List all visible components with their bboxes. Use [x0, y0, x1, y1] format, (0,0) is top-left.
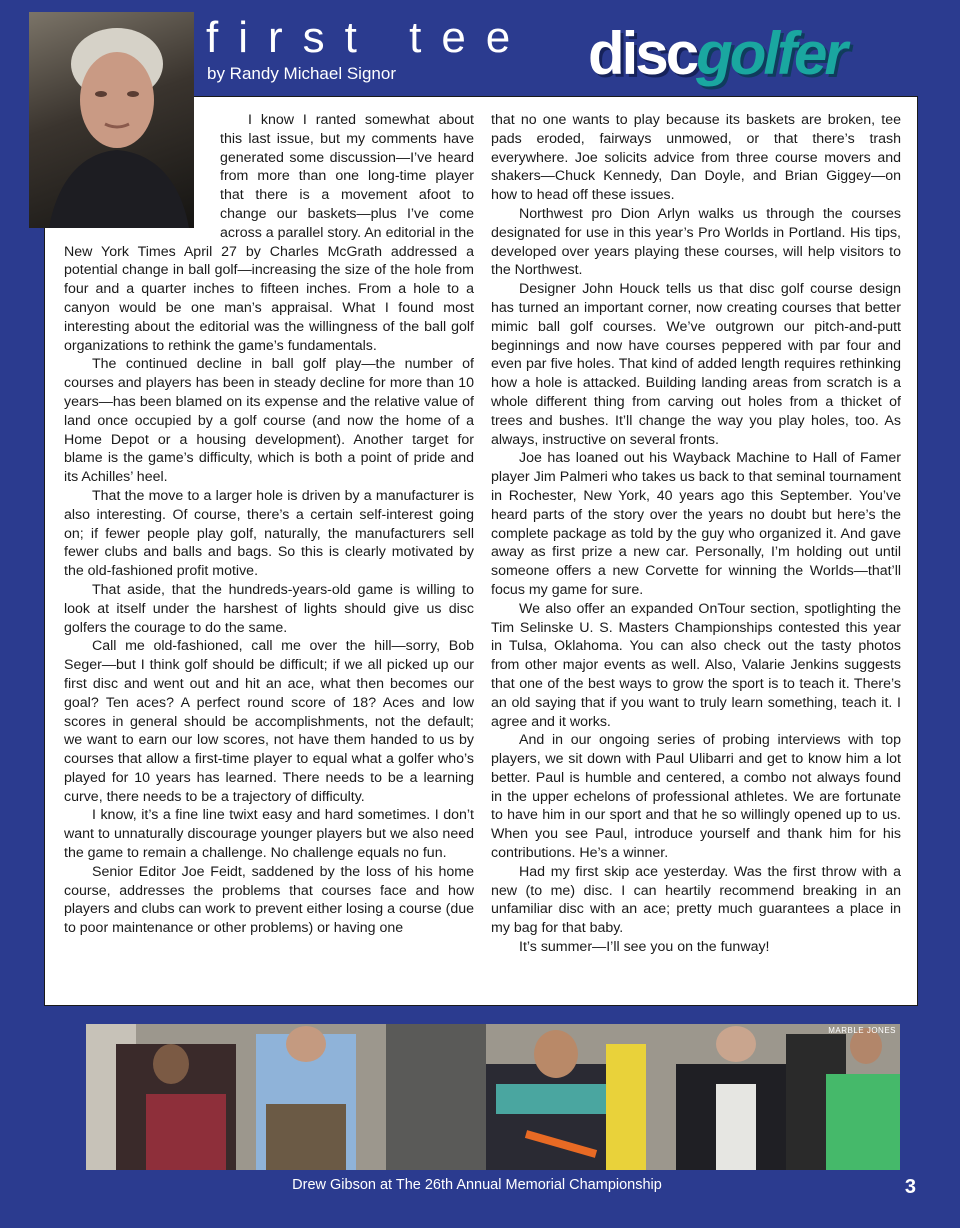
column-title: first tee: [206, 13, 531, 62]
logo-golfer-text: golfer: [696, 20, 845, 87]
article-paragraph: Senior Editor Joe Feidt, saddened by the loss of his home course, addresses the problems that courses face and how players and clubs can work to prevent either losing a course (due to poor maintenance or other problems) or having one: [64, 863, 474, 937]
page-number: 3: [904, 1176, 916, 1198]
article-paragraph: I know I ranted somewhat about this last issue, but my comments have generated some discussion—I’ve heard from more than one long-time player that there is a movement afoot to change our baskets—plus I’ve come across a parallel story. An editorial in the New York Times April 27 by Charles McGrath addressed a potential change in ball golf—increasing the size of the hole from four and a quarter inches to fifteen inches. From a hole to a canyon would be one man’s appraisal. What I found most interesting about the editorial was the willingness of the ball golf organizations to rethink the game’s fundamentals.: [64, 112, 474, 354]
article-paragraph: The continued decline in ball golf play—the number of courses and players has been in steady decline for more than 10 years—has been blamed on its expense and the relative value of land once occupied by a golf course (and now the home of a Home Depot or a housing development). Another target for blame is the game’s difficulty, which is both a point of pride and its Achilles’ heel.: [64, 356, 474, 486]
article-column-right: [491, 111, 901, 957]
article-paragraph: That aside, that the hundreds-years-old game is willing to look at itself under the harshest of lights should give us disc golfers the courage to do the same.: [64, 581, 474, 636]
author-portrait: [29, 12, 194, 228]
event-photo: [86, 1024, 900, 1170]
logo-disc-text: disc: [588, 20, 697, 87]
article-paragraph: Designer John Houck tells us that disc golf course design has turned an important corner, now creating courses that better mimic ball golf courses. We’ve outgrown our pitch-and-putt beginnings and now have courses peppered with par four and even par five holes. That kind of added length requires rethinking how a hole is attacked. Building landing areas from scratch is a whole different thing from carving out holes from a thicket of trees and bushes. It’ll change the way you play holes, too. As always, instructive on several fronts.: [491, 281, 901, 448]
article-paragraph: I know, it’s a fine line twixt easy and hard sometimes. I don’t want to unnaturally discourage younger players but we also need the game to remain a challenge. No challenge equals no fun.: [64, 807, 474, 862]
article-column-left: [64, 111, 474, 938]
byline: by Randy Michael Signor: [207, 64, 396, 83]
article-paragraph: Call me old-fashioned, call me over the hill—sorry, Bob Seger—but I think golf should be difficult; if we all picked up our first disc and went out and hit an ace, what then becomes our goal? Ten aces? A perfect round score of 18? Aces and low scores in general should be accomplishments, not the default; we want to earn our low scores, not have them handed to us by courses that allow a first-time player to equal what a golfer who’s played for 10 years has learned. There needs to be a learning curve, there needs to be a trajectory of difficulty.: [64, 638, 474, 805]
photo-caption: Drew Gibson at The 26th Annual Memorial Championship: [292, 1177, 662, 1193]
article-paragraph: that no one wants to play because its baskets are broken, tee pads eroded, fairways unmowed, or that there’s trash everywhere. Joe solicits advice from three course movers and shakers—Chuck Kennedy, Dan Doyle, and Brian Giggey—on how to head off these issues.: [491, 112, 901, 204]
article-paragraph: Joe has loaned out his Wayback Machine to Hall of Famer player Jim Palmeri who takes us back to that seminal tournament in Rochester, New York, 40 years ago this September. You’ve heard parts of the story over the years no doubt but here’s the complete package as told by the guy who organized it. And gave away as first prize a new car. Personally, I’m holding out until someone offers a new Corvette for winning the Worlds—that’ll focus my game for sure.: [491, 450, 901, 598]
article-paragraph: Had my first skip ace yesterday. Was the first throw with a new (to me) disc. I can heartily recommend breaking in an unfamiliar disc with an ace; pretty much guarantees a place in my bag for that baby.: [491, 863, 901, 937]
photo-credit: MARBLE JONES: [828, 1026, 896, 1035]
article-paragraph: And in our ongoing series of probing interviews with top players, we sit down with Paul Ulibarri and get to know him a lot better. Paul is humble and centered, a combo not always found in the upper echelons of professional athletes. We are fortunate to have him in our sport and that he so willingly opened up to us. When you see Paul, introduce yourself and thank him for his contributions. He’s a winner.: [491, 732, 901, 862]
article-paragraph: Northwest pro Dion Arlyn walks us through the courses designated for use in this year’s Pro Worlds in Portland. His tips, developed over years playing these courses, will help visitors to the Northwest.: [491, 205, 901, 279]
article-paragraph: That the move to a larger hole is driven by a manufacturer is also interesting. Of course, there’s a certain self-interest going on; if fewer people play golf, naturally, the manufacturers sell fewer clubs and balls and bags. So this is clearly motivated by the old-fashioned profit motive.: [64, 487, 474, 580]
disc-golfer-logo: [588, 18, 845, 90]
article-body: [44, 96, 918, 1006]
article-paragraph: It’s summer—I’ll see you on the funway!: [519, 939, 770, 956]
article-paragraph: We also offer an expanded OnTour section, spotlighting the Tim Selinske U. S. Masters Championships contested this year in Tulsa, Oklahoma. You can also check out the tasty photos from other major events as well. Also, Valarie Jenkins suggests that one of the best ways to grow the sport is to teach it. There’s an old saying that if you want to truly learn something, teach it. I agree and it works.: [491, 600, 901, 730]
